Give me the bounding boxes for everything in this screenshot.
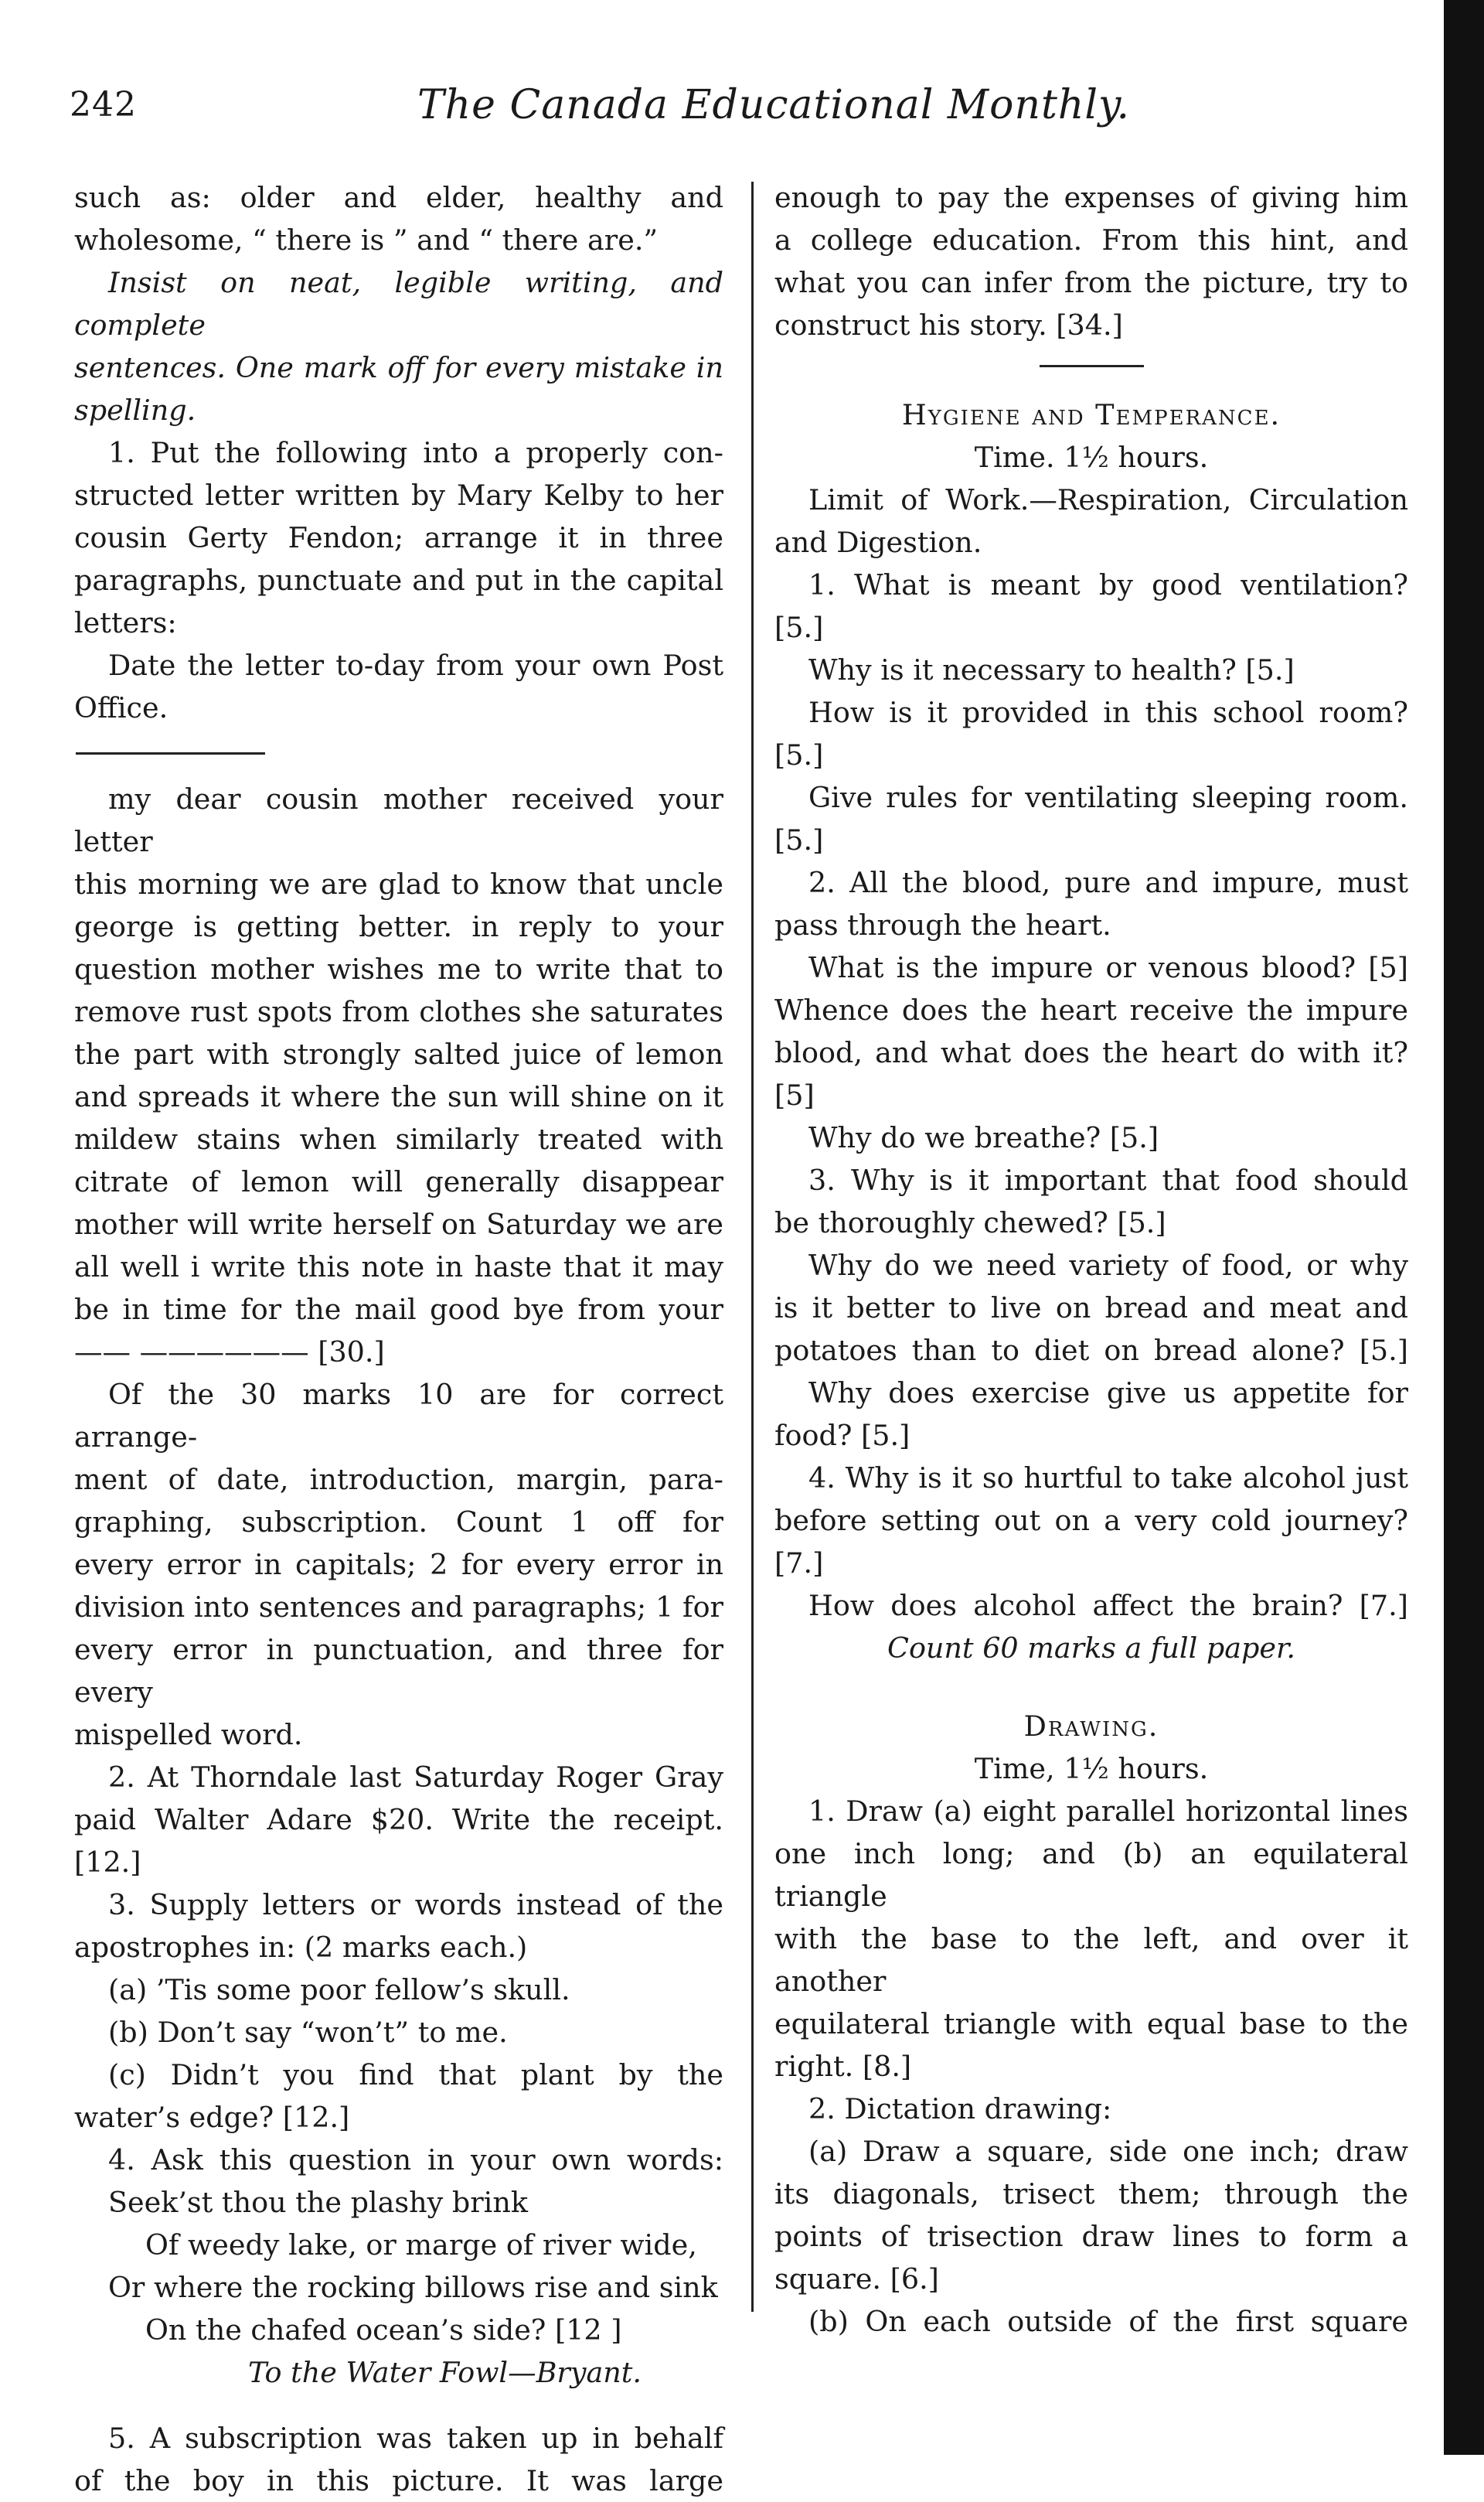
text-line: one inch long; and (b) an equilateral triangle: [774, 1837, 1408, 1913]
marking-scheme: [74, 1373, 723, 1756]
text-line: [5]: [774, 1079, 815, 1112]
text-line: a college education. From this hint, and: [774, 223, 1408, 257]
text-line: be thoroughly chewed? [5.]: [774, 1206, 1166, 1239]
question-4: [74, 2139, 723, 2394]
text-line: 3. Supply letters or words instead of the: [108, 1888, 723, 1921]
drawing-question-1: [774, 1790, 1408, 2088]
signature-line: —— —————— [30.]: [74, 1335, 385, 1369]
limit-of-work: [774, 479, 1408, 564]
text-line: citrate of lemon will generally disappear: [74, 1165, 723, 1198]
text-line: division into sentences and paragraphs; 1 for: [74, 1590, 723, 1624]
text-line: food? [5.]: [774, 1419, 910, 1452]
text-line: Limit of Work.—Respiration, Circulation: [808, 483, 1408, 516]
text-line: mispelled word.: [74, 1718, 303, 1751]
hygiene-question-3: [774, 1159, 1408, 1457]
text-line: (b) Don’t say “won’t” to me.: [108, 2016, 508, 2049]
text-line: 1. What is meant by good ventilation?: [808, 568, 1408, 602]
text-line: with the base to the left, and over it another: [774, 1922, 1408, 1998]
right-column: [774, 176, 1408, 2343]
text-line: is it better to live on bread and meat and: [774, 1291, 1408, 1324]
scan-edge: [1444, 0, 1484, 2455]
left-column: [74, 176, 723, 2502]
text-line: (a) ’Tis some poor fellow’s skull.: [108, 1973, 570, 2006]
text-line: Give rules for ventilating sleeping room.: [808, 781, 1408, 814]
text-line: (b) On each outside of the first square: [808, 2305, 1408, 2338]
text-line: every error in punctuation, and three for every: [74, 1633, 723, 1709]
text-line: question mother wishes me to write that to: [74, 953, 723, 986]
text-line: paid Walter Adare $20. Write the receipt.: [74, 1803, 723, 1836]
text-line: [5.]: [774, 823, 824, 857]
question-2: [74, 1756, 723, 1883]
text-line: of the boy in this picture. It was large: [74, 2464, 723, 2497]
text-line: Office.: [74, 691, 168, 724]
text-line: 3. Why is it important that food should: [808, 1164, 1408, 1197]
drawing-question-2: [774, 2088, 1408, 2343]
text-line: 2. All the blood, pure and impure, must: [808, 866, 1408, 899]
text-line: wholesome, “ there is ” and “ there are.”: [74, 223, 659, 257]
text-line: 2. Dictation drawing:: [808, 2092, 1112, 2125]
text-line: equilateral triangle with equal base to the: [774, 2007, 1408, 2040]
text-line: construct his story. [34.]: [774, 308, 1123, 342]
verse-line: Or where the rocking billows rise and sink: [108, 2271, 718, 2304]
text-line: potatoes than to diet on bread alone? [5.]: [774, 1334, 1408, 1367]
question-1: [74, 431, 723, 729]
text-line: such as: older and elder, healthy and: [74, 181, 723, 214]
text-line: and spreads it where the sun will shine on it: [74, 1080, 723, 1113]
text-line: sentences. One mark off for every mistake in: [74, 351, 723, 384]
text-line: pass through the heart.: [774, 908, 1111, 942]
letter-text: [74, 778, 723, 1373]
spacer: [774, 1669, 1408, 1705]
page-header: [70, 82, 1399, 139]
text-line: spelling.: [74, 394, 196, 427]
hygiene-question-2: [774, 861, 1408, 1159]
count-note: Count 60 marks a full paper.: [887, 1631, 1295, 1665]
verse-line: On the chafed ocean’s side? [12 ]: [145, 2313, 622, 2347]
time-allowed: Time. 1½ hours.: [974, 441, 1209, 474]
text-line: Insist on neat, legible writing, and complete: [74, 266, 723, 342]
text-line: Why is it necessary to health? [5.]: [808, 653, 1295, 687]
text-line: How is it provided in this school room?: [808, 696, 1408, 729]
text-line: this morning we are glad to know that uncle: [74, 868, 723, 901]
text-line: apostrophes in: (2 marks each.): [74, 1931, 528, 1964]
question-5-continued: [774, 176, 1408, 346]
section-rule: [76, 752, 265, 755]
text-line: 2. At Thorndale last Saturday Roger Gray: [108, 1761, 723, 1794]
text-line: letters:: [74, 606, 177, 639]
text-line: square. [6.]: [774, 2262, 939, 2296]
text-line: Date the letter to-day from your own Post: [108, 649, 723, 682]
text-line: Why do we need variety of food, or why: [808, 1249, 1408, 1282]
text-line: my dear cousin mother received your letter: [74, 782, 723, 858]
text-line: What is the impure or venous blood? [5]: [808, 951, 1408, 984]
text-line: enough to pay the expenses of giving him: [774, 181, 1408, 214]
text-line: Why does exercise give us appetite for: [808, 1376, 1408, 1410]
text-line: and Digestion.: [774, 526, 982, 559]
text-line: water’s edge? [12.]: [74, 2101, 350, 2134]
text-line: ment of date, introduction, margin, para-: [74, 1463, 723, 1496]
text-line: all well i write this note in haste that it may: [74, 1250, 723, 1283]
text-line: [7.]: [774, 1546, 824, 1580]
page-number: 242: [70, 85, 137, 124]
text-line: paragraphs, punctuate and put in the capital: [74, 564, 723, 597]
text-line: 1. Put the following into a properly con-: [108, 436, 723, 469]
text-line: Of the 30 marks 10 are for correct arrange-: [74, 1378, 723, 1454]
text-line: 5. A subscription was taken up in behalf: [108, 2422, 723, 2455]
text-line: blood, and what does the heart do with it?: [774, 1036, 1408, 1069]
instruction-note: [74, 261, 723, 431]
text-line: 1. Draw (a) eight parallel horizontal lines: [808, 1795, 1408, 1828]
text-line: mildew stains when similarly treated with: [74, 1123, 723, 1156]
text-line: [5.]: [774, 611, 824, 644]
section-heading-hygiene: Hygiene and Temperance.: [901, 398, 1281, 431]
text-line: points of trisection draw lines to form a: [774, 2220, 1408, 2253]
text-line: george is getting better. in reply to your: [74, 910, 723, 943]
text-line: its diagonals, trisect them; through the: [774, 2177, 1408, 2211]
text-line: remove rust spots from clothes she saturates: [74, 995, 723, 1028]
time-allowed: Time, 1½ hours.: [974, 1752, 1209, 1785]
text-line: How does alcohol affect the brain? [7.]: [808, 1589, 1408, 1622]
text-line: right. [8.]: [774, 2050, 912, 2083]
text-line: [12.]: [74, 1846, 141, 1879]
spacer: [74, 2394, 723, 2417]
text-line: every error in capitals; 2 for every error in: [74, 1548, 723, 1581]
column-divider: [751, 182, 754, 2312]
text-line: before setting out on a very cold journey?: [774, 1504, 1408, 1537]
text-line: what you can infer from the picture, try to: [774, 266, 1408, 299]
text-line: (a) Draw a square, side one inch; draw: [808, 2135, 1408, 2168]
hygiene-question-1: [774, 564, 1408, 861]
section-rule: [1040, 365, 1144, 367]
verse-line: Seek’st thou the plashy brink: [108, 2186, 528, 2219]
running-title: The Canada Educational Monthly.: [417, 82, 1130, 128]
text-line: Whence does the heart receive the impure: [774, 994, 1408, 1027]
section-heading-drawing: Drawing.: [1023, 1709, 1159, 1743]
text-line: [5.]: [774, 738, 824, 772]
text-line: mother will write herself on Saturday we are: [74, 1208, 723, 1241]
text-line: graphing, subscription. Count 1 off for: [74, 1505, 723, 1539]
text-line: cousin Gerty Fendon; arrange it in three: [74, 521, 723, 554]
paragraph-examples: [74, 176, 723, 261]
verse-line: Of weedy lake, or marge of river wide,: [145, 2228, 697, 2262]
text-line: the part with strongly salted juice of lemon: [74, 1038, 723, 1071]
hygiene-question-4: [774, 1457, 1408, 1669]
question-3: [74, 1883, 723, 2139]
poem-credit: To the Water Fowl—Bryant.: [248, 2356, 642, 2389]
question-5: [74, 2417, 723, 2502]
text-line: Why do we breathe? [5.]: [808, 1121, 1159, 1154]
text-line: be in time for the mail good bye from your: [74, 1293, 723, 1326]
text-line: (c) Didn’t you find that plant by the: [108, 2058, 723, 2091]
text-line: structed letter written by Mary Kelby to her: [74, 479, 723, 512]
text-line: 4. Ask this question in your own words:: [108, 2143, 723, 2176]
text-line: 4. Why is it so hurtful to take alcohol just: [808, 1461, 1408, 1495]
